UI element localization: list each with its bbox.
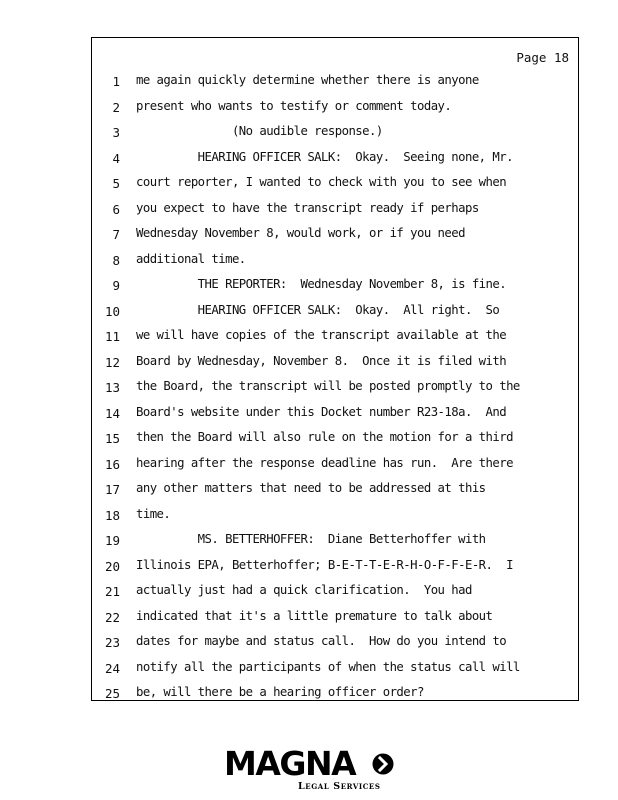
line-text: dates for maybe and status call. How do you intend to bbox=[136, 634, 507, 648]
transcript-line bbox=[92, 657, 580, 677]
line-text: actually just had a quick clarification. You had bbox=[136, 583, 472, 597]
line-number: 21 bbox=[104, 584, 120, 599]
line-text: me again quickly determine whether there is anyone bbox=[136, 73, 479, 87]
line-number: 16 bbox=[104, 456, 120, 472]
line-number: 9 bbox=[112, 278, 120, 293]
transcript-line bbox=[92, 147, 580, 167]
line-number: 1 bbox=[112, 74, 120, 89]
transcript-line bbox=[92, 223, 580, 243]
transcript-line bbox=[92, 555, 580, 575]
line-text: hearing after the response deadline has run. Are there bbox=[136, 455, 513, 470]
line-number: 5 bbox=[112, 176, 120, 191]
line-text: present who wants to testify or comment today. bbox=[136, 98, 452, 113]
line-number: 25 bbox=[104, 686, 120, 701]
line-text: Board by Wednesday, November 8. Once it is filed with bbox=[136, 353, 507, 368]
line-text: Board's website under this Docket number R23-18a. And bbox=[136, 404, 507, 419]
transcript-line bbox=[92, 402, 580, 422]
line-text: notify all the participants of when the status call will bbox=[136, 659, 520, 674]
line-text: court reporter, I wanted to check with you to see when bbox=[136, 175, 507, 189]
line-text: HEARING OFFICER SALK: Okay. Seeing none, Mr. bbox=[136, 149, 513, 164]
logo-tagline: Legal Services bbox=[298, 781, 381, 792]
line-text: HEARING OFFICER SALK: Okay. All right. So bbox=[136, 302, 500, 317]
line-text: indicated that it's a little premature to talk about bbox=[136, 608, 493, 623]
line-number: 8 bbox=[112, 252, 120, 268]
line-text: be, will there be a hearing officer order? bbox=[136, 685, 424, 699]
transcript-line bbox=[92, 96, 580, 116]
line-number: 12 bbox=[104, 354, 120, 370]
line-number: 13 bbox=[104, 380, 120, 395]
line-text: we will have copies of the transcript available at the bbox=[136, 328, 507, 342]
transcript-line bbox=[92, 682, 580, 702]
line-text: then the Board will also rule on the motion for a third bbox=[136, 430, 513, 444]
line-number: 4 bbox=[112, 150, 120, 166]
line-text: the Board, the transcript will be posted promptly to the bbox=[136, 379, 520, 393]
line-number: 15 bbox=[104, 431, 120, 446]
transcript-line bbox=[92, 172, 580, 192]
line-number: 22 bbox=[104, 609, 120, 625]
line-number: 3 bbox=[112, 125, 120, 140]
transcript-line bbox=[92, 504, 580, 524]
line-text: additional time. bbox=[136, 251, 246, 266]
line-text: THE REPORTER: Wednesday November 8, is fine. bbox=[136, 277, 507, 291]
transcript-line bbox=[92, 427, 580, 447]
transcript-line bbox=[92, 478, 580, 498]
line-number: 14 bbox=[104, 405, 120, 421]
line-text: you expect to have the transcript ready if perhaps bbox=[136, 200, 479, 215]
arrow-right-circle-icon bbox=[372, 753, 394, 775]
line-text: MS. BETTERHOFFER: Diane Betterhoffer with bbox=[136, 532, 486, 546]
transcript-line bbox=[92, 529, 580, 549]
line-number: 18 bbox=[104, 507, 120, 523]
line-number: 11 bbox=[104, 329, 120, 344]
line-number: 20 bbox=[104, 558, 120, 574]
transcript-line bbox=[92, 376, 580, 396]
transcript-line bbox=[92, 198, 580, 218]
line-number: 24 bbox=[104, 660, 120, 676]
line-text: Wednesday November 8, would work, or if you need bbox=[136, 226, 465, 240]
line-number: 7 bbox=[112, 227, 120, 242]
transcript-line bbox=[92, 274, 580, 294]
transcript-line bbox=[92, 70, 580, 90]
line-text: time. bbox=[136, 506, 171, 521]
transcript-line bbox=[92, 351, 580, 371]
transcript-line bbox=[92, 121, 580, 141]
transcript-line bbox=[92, 580, 580, 600]
magna-logo bbox=[224, 744, 400, 794]
transcript-line bbox=[92, 606, 580, 626]
transcript-line bbox=[92, 453, 580, 473]
transcript-line bbox=[92, 631, 580, 651]
line-text: Illinois EPA, Betterhoffer; B-E-T-T-E-R-H-O-F-F-E-R. I bbox=[136, 557, 513, 572]
line-number: 19 bbox=[104, 533, 120, 548]
transcript-page bbox=[91, 37, 579, 701]
transcript-line bbox=[92, 249, 580, 269]
line-text: (No audible response.) bbox=[136, 124, 383, 138]
page-number: Page 18 bbox=[516, 50, 569, 65]
line-number: 10 bbox=[104, 303, 120, 319]
line-number: 2 bbox=[112, 99, 120, 115]
logo-wordmark: MAGNA bbox=[224, 744, 356, 783]
line-number: 17 bbox=[104, 482, 120, 497]
line-text: any other matters that need to be addressed at this bbox=[136, 481, 486, 495]
line-number: 6 bbox=[112, 201, 120, 217]
transcript-line bbox=[92, 325, 580, 345]
transcript-line bbox=[92, 300, 580, 320]
line-number: 23 bbox=[104, 635, 120, 650]
